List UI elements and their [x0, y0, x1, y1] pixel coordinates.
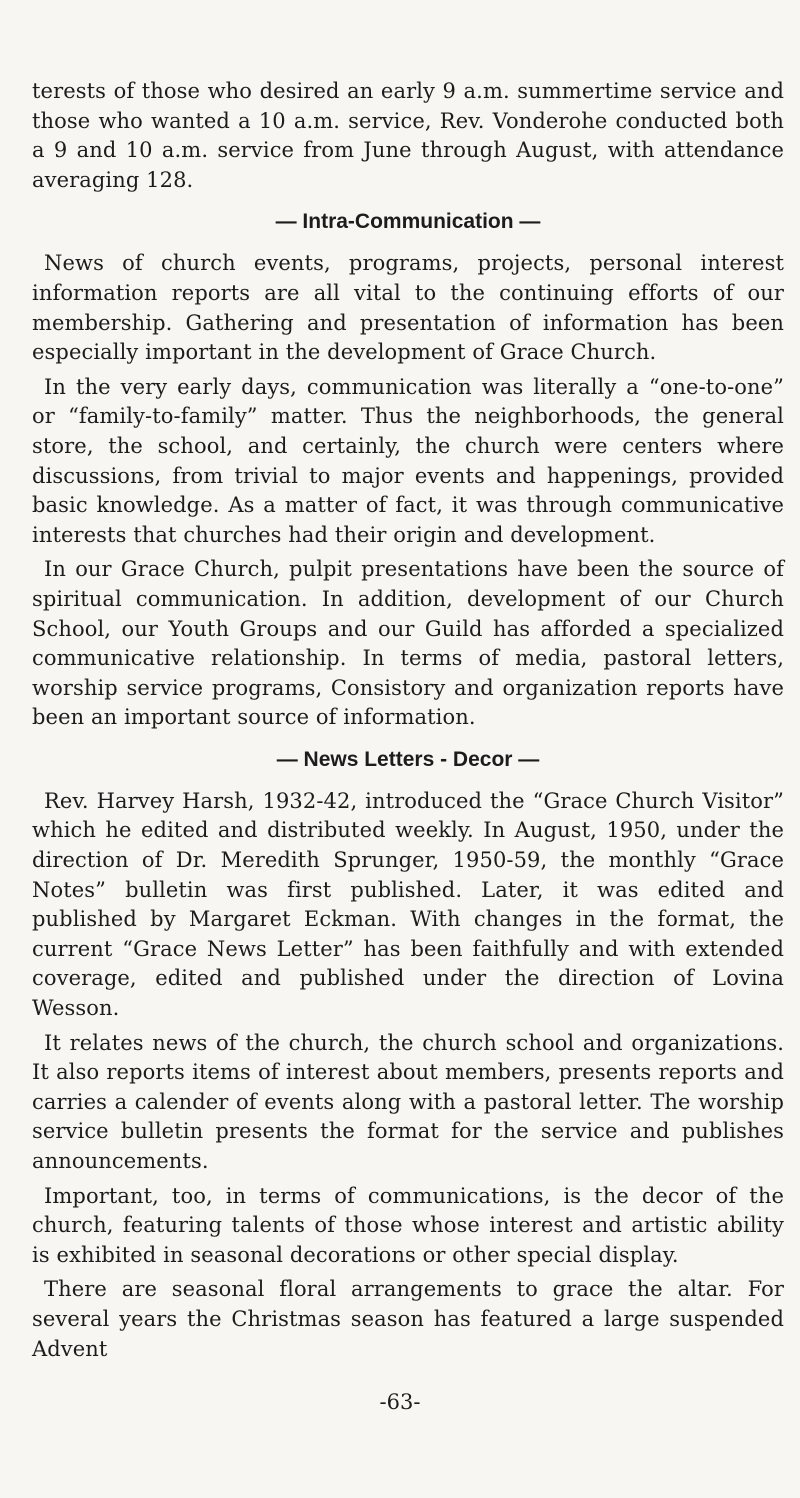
- paragraph: Important, too, in terms of communications, is the decor of the church, featuring talents of those whose interest and artistic ability is exhibited in seasonal decorations or other special display.: [32, 1183, 784, 1267]
- paragraph: Rev. Harvey Harsh, 1932-42, introduced the “Grace Church Visitor” which he edited and distributed weekly. In August, 1950, under the direction of Dr. Meredith Sprunger, 1950-59, the monthly “Grace Notes” bulletin was first published. Later, it was edited and published by Margaret Eckman. With changes in the format, the current “Grace News Letter” has been faithfully and with extended coverage, edited and published under the direction of Lovina Wesson.: [32, 788, 784, 1021]
- paragraph: It relates news of the church, the church school and organizations. It also reports items of interest about members, presents reports and carries a calender of events along with a pastoral letter. The worship service bulletin presents the format for the service and publishes announcements.: [32, 1030, 784, 1173]
- section-heading-news-letters-decor: — News Letters - Decor —: [276, 747, 540, 771]
- page-body: [32, 77, 784, 1364]
- continued-paragraph: terests of those who desired an early 9 a.m. summertime service and those who wanted a 10 a.m. service, Rev. Vonderohe conducted both a 9 and 10 a.m. service from June through August, with attendance averaging 128.: [32, 79, 784, 192]
- page-number: -63-: [379, 1390, 421, 1414]
- paragraph: In the very early days, communication was literally a “one-to-one” or “family-to-family” matter. Thus the neighborhoods, the general store, the school, and certainly, the church were centers where discussions, from trivial to major events and happenings, provided basic knowledge. As a matter of fact, it was through communicative interests that churches had their origin and development.: [32, 374, 784, 547]
- section-heading-intra-communication: — Intra-Communication —: [275, 210, 541, 234]
- paragraph: There are seasonal floral arrangements to grace the altar. For several years the Christmas season has featured a large suspended Advent: [32, 1277, 784, 1361]
- paragraph: In our Grace Church, pulpit presentations have been the source of spiritual communication. In addition, development of our Church School, our Youth Groups and our Guild has afforded a specialized communicative relationship. In terms of media, pastoral letters, worship service programs, Consistory and organization reports have been an important source of information.: [32, 557, 784, 730]
- paragraph: News of church events, programs, projects, personal interest information reports are all vital to the continuing efforts of our membership. Gathering and presentation of information has been especially important in the development of Grace Church.: [32, 251, 784, 365]
